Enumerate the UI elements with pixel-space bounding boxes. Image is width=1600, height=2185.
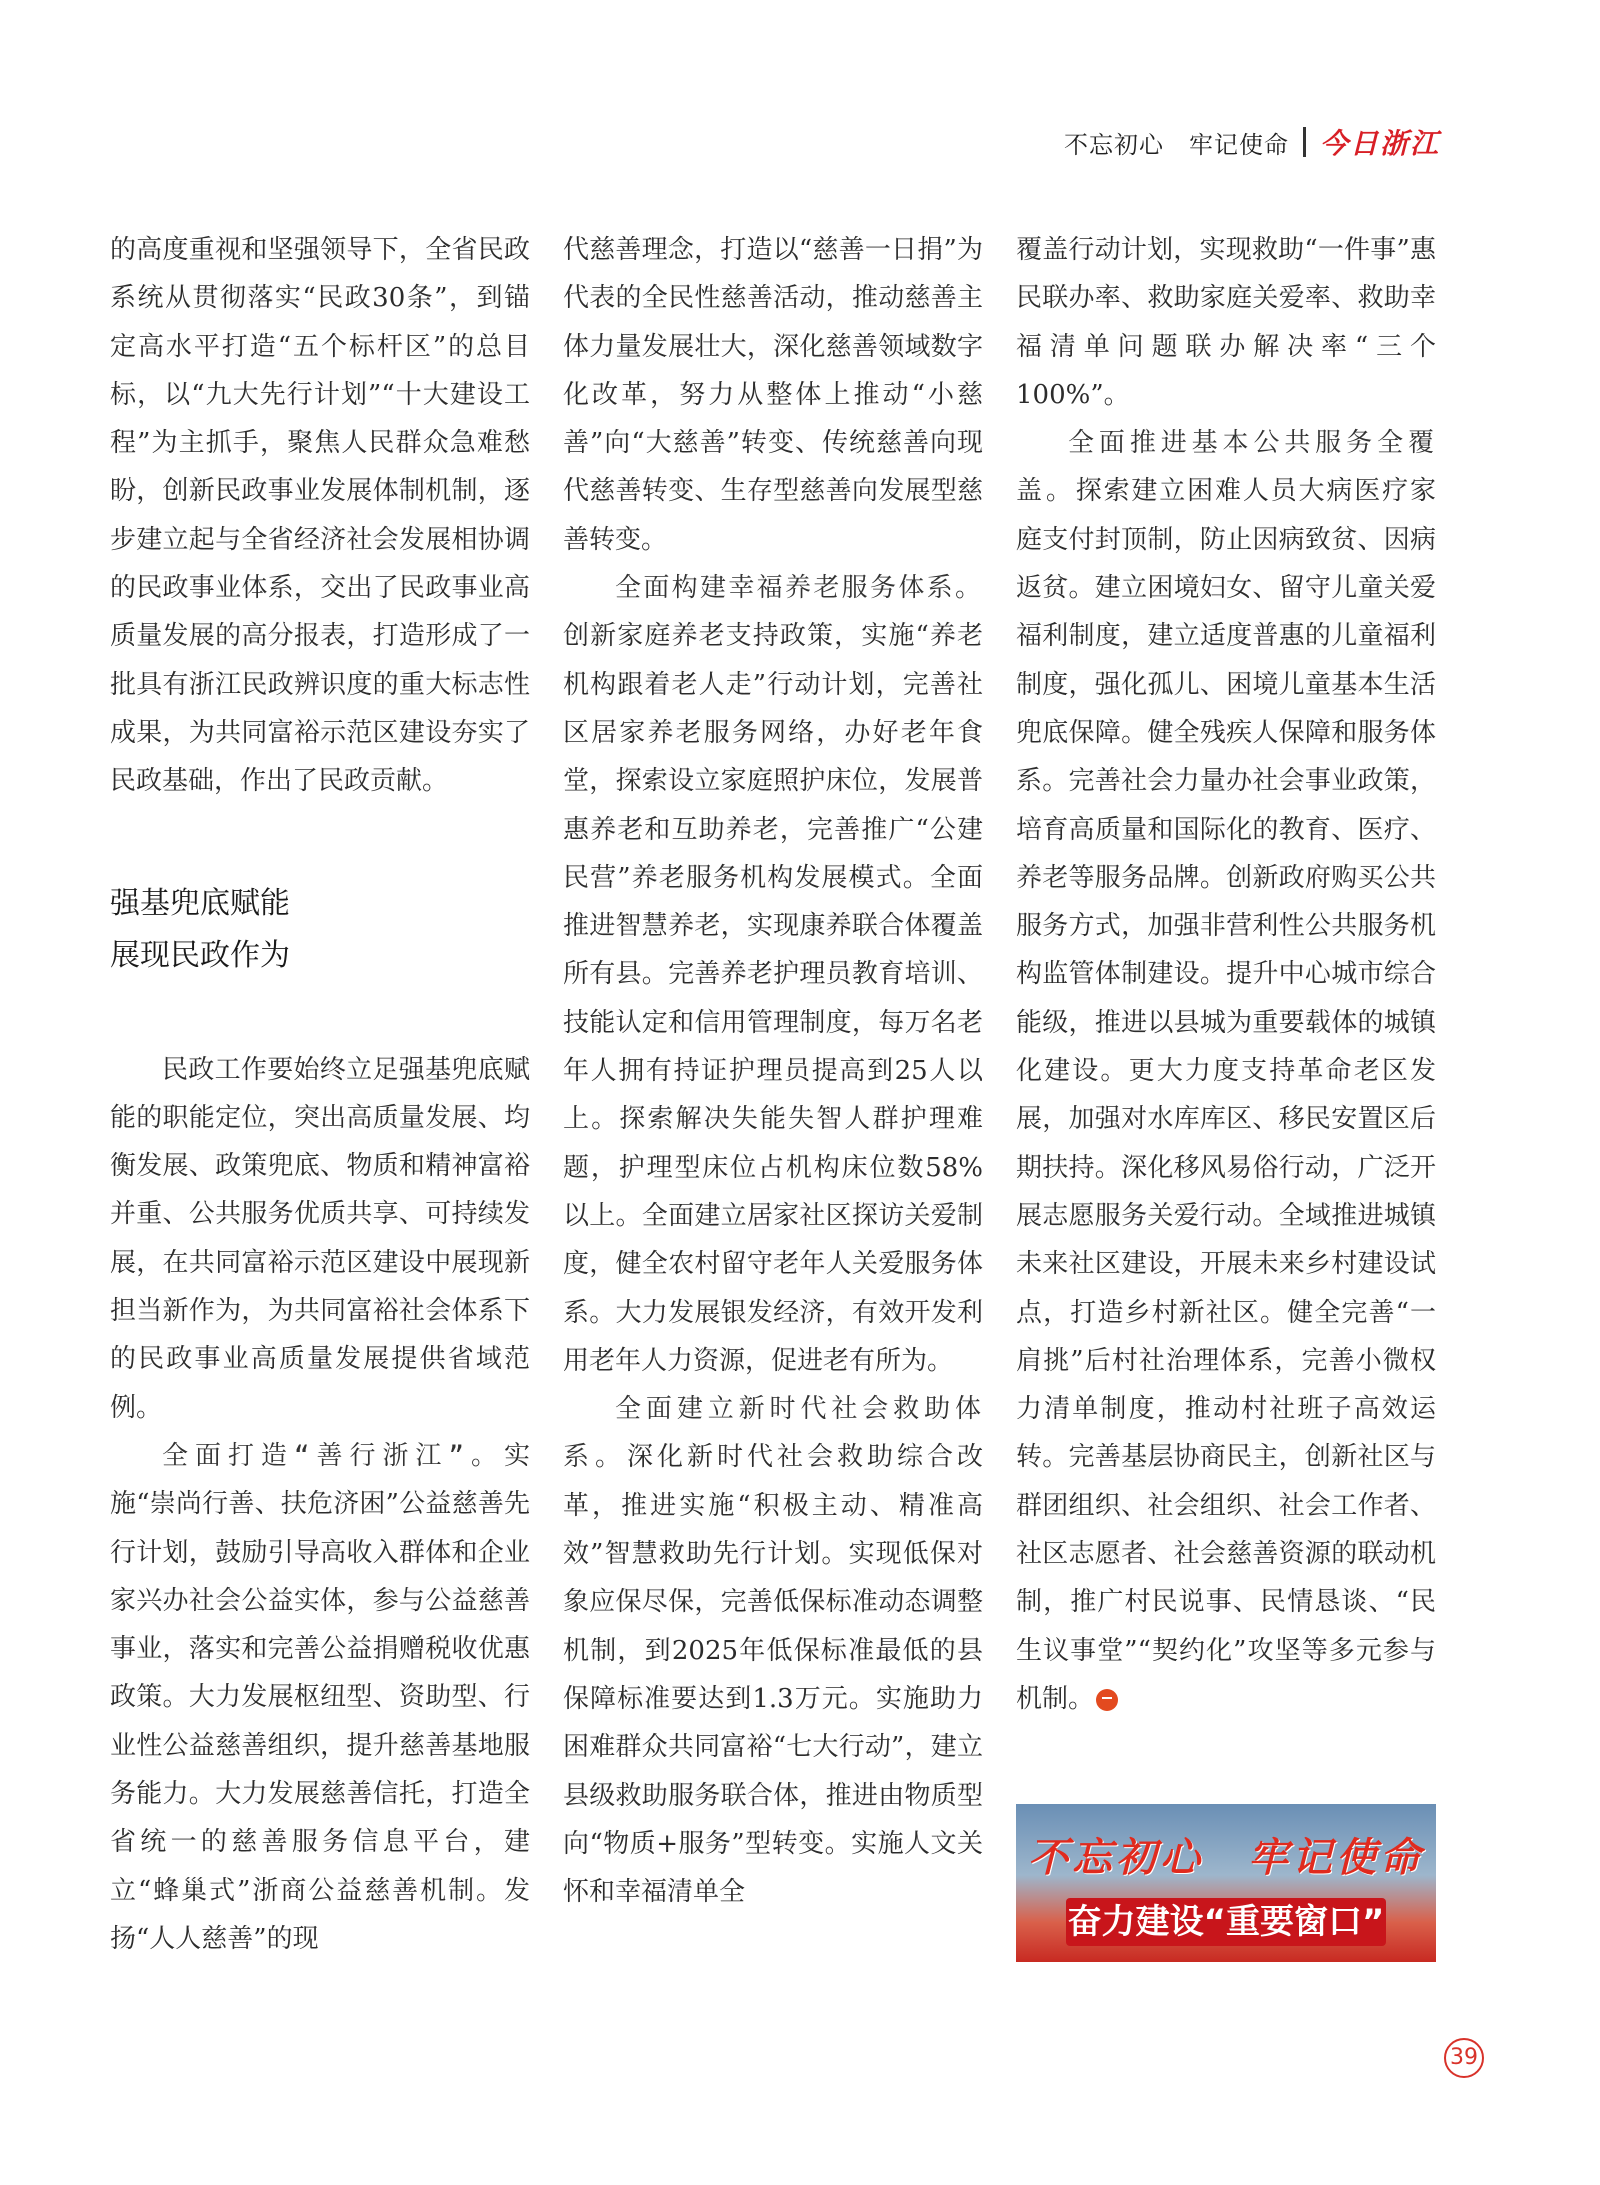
paragraph-body: 深化新时代社会救助综合改革，推进实施“积极主动、精准高效”智慧救助先行计划。实现低保对象应保尽保，完善低保标准动态调整机制，到2025年低保标准最低的县保障标准要达到1.3万元。实施助力困难群众共同富裕“七大行动”，建立县级救助服务联合体，推进由物质型向“物质+服务”型转变。实施人文关怀和幸福清单全 — [563, 1442, 983, 1908]
paragraph-lead: 全面推进基本公共服务全覆盖。 — [1016, 428, 1436, 507]
article-column-1 — [110, 226, 530, 1963]
paragraph — [110, 1432, 530, 1963]
banner-title: 奋力建设“重要窗口” — [1066, 1898, 1386, 1946]
paragraph: 代慈善理念，打造以“慈善一日捐”为代表的全民性慈善活动，推动慈善主体力量发展壮大，深化慈善领域数字化改革，努力从整体上推动“小慈善”向“大慈善”转变、传统慈善向现代慈善转变、生存型慈善向发展型慈善转变。 — [563, 235, 983, 555]
section-heading-line-2: 展现民政作为 — [110, 937, 290, 973]
paragraph: 民政工作要始终立足强基兜底赋能的职能定位，突出高质量发展、均衡发展、政策兜底、物质和精神富裕并重、公共服务优质共享、可持续发展，在共同富裕示范区建设中展现新担当新作为，为共同富裕社会体系下的民政事业高质量发展提供省域范例。 — [110, 1054, 530, 1423]
paragraph-lead: 全面打造“善行浙江”。 — [162, 1440, 504, 1471]
paragraph — [563, 564, 983, 1385]
paragraph — [563, 1385, 983, 1916]
paragraph: 覆盖行动计划，实现救助“一件事”惠民联办率、救助家庭关爱率、救助幸福清单问题联办解决率“三个100%”。 — [1016, 235, 1436, 410]
section-heading-line-1: 强基兜底赋能 — [110, 885, 290, 921]
paragraph-body: 创新家庭养老支持政策，实施“养老机构跟着老人走”行动计划，完善社区居家养老服务网络，办好老年食堂，探索设立家庭照护床位，发展普惠养老和互助养老，完善推广“公建民营”养老服务机构发展模式。全面推进智慧养老，实现康养联合体覆盖所有县。完善养老护理员教育培训、技能认定和信用管理制度，每万名老年人拥有持证护理员提高到25人以上。探索解决失能失智人群护理难题，护理型床位占机构床位数58%以上。全面建立居家社区探访关爱制度，健全农村留守老年人关爱服务体系。大力发展银发经济，有效开发利用老年人力资源，促进老有所为。 — [563, 621, 983, 1376]
paragraph: 的高度重视和坚强领导下，全省民政系统从贯彻落实“民政30条”，到锚定高水平打造“五个标杆区”的总目标，以“九大先行计划”“十大建设工程”为主抓手，聚焦人民群众急难愁盼，创新民政事业发展体制机制，逐步建立起与全省经济社会发展相协调的民政事业体系，交出了民政事业高质量发展的高分报表，打造形成了一批具有浙江民政辨识度的重大标志性成果，为共同富裕示范区建设夯实了民政基础，作出了民政贡献。 — [110, 235, 530, 797]
page-header — [1064, 122, 1440, 162]
magazine-logo: 今日浙江 — [1319, 127, 1440, 160]
header-motto: 不忘初心 牢记使命 — [1063, 130, 1289, 159]
paragraph-lead: 全面建立新时代社会救助体系。 — [563, 1394, 983, 1473]
end-mark-icon — [1096, 1689, 1118, 1711]
paragraph-lead: 全面构建幸福养老服务体系。 — [615, 573, 983, 604]
campaign-banner — [1016, 1804, 1436, 1962]
section-heading — [110, 878, 530, 982]
article-column-3 — [1016, 226, 1436, 1723]
article-column-2 — [563, 226, 983, 1916]
page-number: 39 — [1444, 2038, 1484, 2078]
header-divider — [1303, 127, 1306, 157]
paragraph-body: 实施“崇尚行善、扶危济困”公益慈善先行计划，鼓励引导高收入群体和企业家兴办社会公益实体，参与公益慈善事业，落实和完善公益捐赠税收优惠政策。大力发展枢纽型、资助型、行业性公益慈善组织，提升慈善基地服务能力。大力发展慈善信托，打造全省统一的慈善服务信息平台，建立“蜂巢式”浙商公益慈善机制。发扬“人人慈善”的现 — [110, 1440, 530, 1954]
banner-slogan: 不忘初心 牢记使命 — [1028, 1834, 1424, 1881]
paragraph — [1016, 419, 1436, 1723]
paragraph-body: 探索建立困难人员大病医疗家庭支付封顶制，防止因病致贫、因病返贫。建立困境妇女、留守儿童关爱福利制度，建立适度普惠的儿童福利制度，强化孤儿、困境儿童基本生活兜底保障。健全残疾人保障和服务体系。完善社会力量办社会事业政策，培育高质量和国际化的教育、医疗、养老等服务品牌。创新政府购买公共服务方式，加强非营利性公共服务机构监管体制建设。提升中心城市综合能级，推进以县城为重要载体的城镇化建设。更大力度支持革命老区发展，加强对水库库区、移民安置区后期扶持。深化移风易俗行动，广泛开展志愿服务关爱行动。全域推进城镇未来社区建设，开展未来乡村建设试点，打造乡村新社区。健全完善“一肩挑”后村社治理体系，完善小微权力清单制度，推动村社班子高效运转。完善基层协商民主，创新社区与群团组织、社会组织、社会工作者、社区志愿者、社会慈善资源的联动机制，推广村民说事、民情恳谈、“民生议事堂”“契约化”攻坚等多元参与机制。 — [1016, 476, 1436, 1714]
